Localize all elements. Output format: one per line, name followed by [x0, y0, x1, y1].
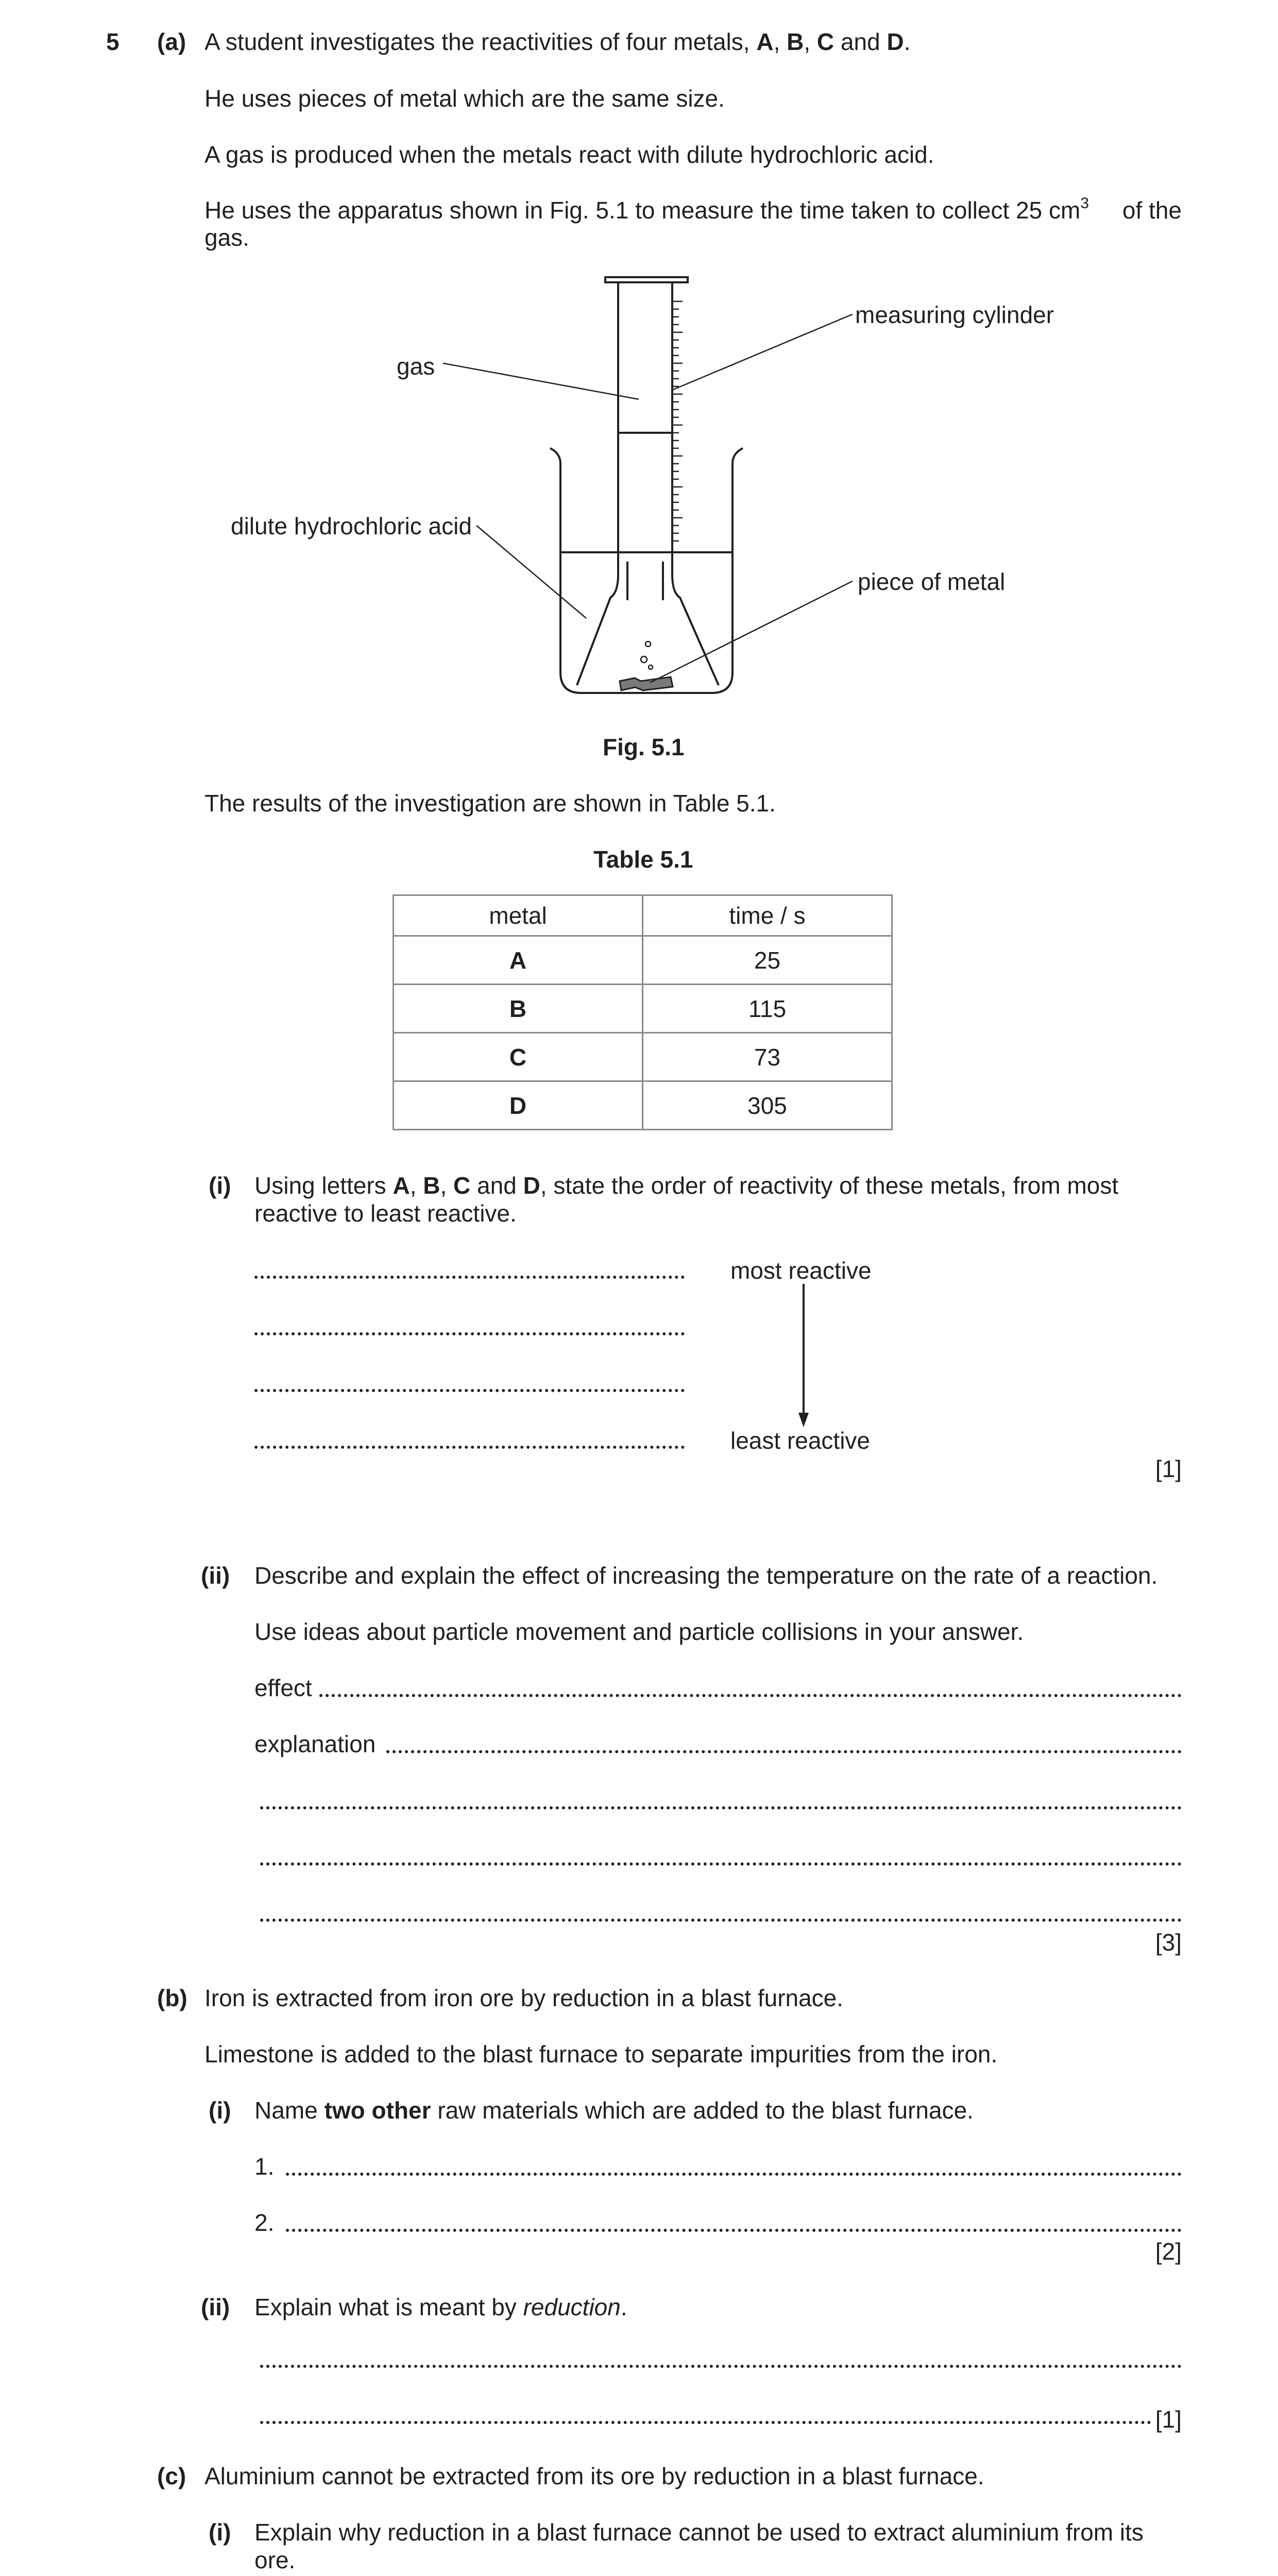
marks-a-ii: [3]	[1155, 1929, 1182, 1956]
cell-time: 25	[643, 936, 892, 985]
answer-line[interactable]	[254, 1446, 685, 1449]
marks-b-ii: [1]	[1155, 2406, 1182, 2433]
table-row	[394, 1081, 892, 1130]
answer-line[interactable]	[254, 1332, 685, 1335]
part-a-ii-text1: Describe and explain the effect of increasing the temperature on the rate of a reaction.	[254, 1562, 1158, 1589]
answer-number-2: 2.	[254, 2209, 275, 2236]
answer-line[interactable]	[286, 2173, 1182, 2176]
table-row	[394, 936, 892, 985]
part-b-line1: Iron is extracted from iron ore by reduction in a blast furnace.	[205, 1985, 844, 2011]
part-b-i-label: (i)	[209, 2097, 231, 2124]
table-caption: Table 5.1	[593, 846, 693, 873]
marks-b-i: [2]	[1155, 2238, 1182, 2265]
answer-line[interactable]	[260, 1806, 1182, 1809]
answer-number-1: 1.	[254, 2153, 275, 2180]
effect-label: effect	[254, 1674, 312, 1701]
table-header-row	[394, 895, 892, 936]
answer-line[interactable]	[254, 1276, 685, 1279]
part-a-line2: He uses pieces of metal which are the same size.	[205, 85, 725, 112]
table-row	[394, 985, 892, 1033]
cell-time: 73	[643, 1033, 892, 1081]
cell-metal: D	[394, 1081, 643, 1130]
results-intro: The results of the investigation are shown in Table 5.1.	[205, 790, 776, 817]
label-dilute-acid: dilute hydrochloric acid	[231, 513, 472, 539]
down-arrow-icon	[793, 1284, 814, 1428]
cell-time: 305	[643, 1081, 892, 1130]
answer-line[interactable]	[260, 1919, 1182, 1922]
answer-line[interactable]	[254, 1389, 685, 1392]
figure-caption: Fig. 5.1	[603, 734, 685, 760]
part-a-intro: A student investigates the reactivities of four metals, A, B, C and D.	[205, 28, 911, 55]
table-row	[394, 1033, 892, 1081]
part-a-ii-text2: Use ideas about particle movement and particle collisions in your answer.	[254, 1618, 1024, 1645]
explanation-label: explanation	[254, 1731, 376, 1757]
apparatus-diagram	[0, 0, 1278, 773]
header-metal: metal	[394, 895, 643, 936]
part-a-i-text1: Using letters A, B, C and D, state the order of reactivity of these metals, from most	[254, 1172, 1119, 1199]
part-c-line1: Aluminium cannot be extracted from its ore by reduction in a blast furnace.	[205, 2463, 984, 2489]
label-piece-of-metal: piece of metal	[858, 568, 1006, 595]
cell-metal: B	[394, 985, 643, 1033]
part-a-label: (a)	[157, 28, 186, 55]
part-a-line3: A gas is produced when the metals react with dilute hydrochloric acid.	[205, 141, 934, 168]
part-b-label: (b)	[157, 1985, 188, 2011]
part-a-line4-end: of the	[1122, 197, 1182, 224]
part-c-i-text2: ore.	[254, 2547, 296, 2573]
label-gas: gas	[397, 353, 435, 380]
question-number: 5	[106, 28, 120, 55]
answer-line[interactable]	[260, 2421, 1151, 2424]
part-a-i-label: (i)	[209, 1172, 231, 1199]
part-c-i-label: (i)	[209, 2519, 231, 2546]
cell-time: 115	[643, 985, 892, 1033]
label-measuring-cylinder: measuring cylinder	[855, 301, 1054, 328]
answer-line[interactable]	[386, 1750, 1182, 1753]
answer-line[interactable]	[260, 1862, 1182, 1866]
answer-line[interactable]	[260, 2365, 1182, 2368]
results-table	[393, 894, 893, 1130]
part-a-i-text2: reactive to least reactive.	[254, 1200, 517, 1227]
cell-metal: C	[394, 1033, 643, 1081]
part-b-ii-label: (ii)	[201, 2294, 230, 2320]
header-time: time / s	[643, 895, 892, 936]
part-b-ii-text: Explain what is meant by reduction.	[254, 2294, 627, 2320]
answer-line[interactable]	[319, 1694, 1182, 1697]
part-b-i-text: Name two other raw materials which are added to the blast furnace.	[254, 2097, 974, 2124]
answer-line[interactable]	[286, 2229, 1182, 2232]
part-c-label: (c)	[157, 2463, 186, 2489]
part-b-line2: Limestone is added to the blast furnace to separate impurities from the iron.	[205, 2041, 998, 2067]
marks-a-i: [1]	[1155, 1455, 1182, 1482]
most-reactive-label: most reactive	[730, 1257, 872, 1284]
part-a-ii-label: (ii)	[201, 1562, 230, 1589]
part-a-line4: He uses the apparatus shown in Fig. 5.1 to measure the time taken to collect 25 $cm^3$	[205, 195, 1089, 224]
part-c-i-text1: Explain why reduction in a blast furnace cannot be used to extract aluminium from its	[254, 2519, 1144, 2546]
part-a-line4-cont: gas.	[205, 224, 249, 251]
cell-metal: A	[394, 936, 643, 985]
least-reactive-label: least reactive	[730, 1427, 871, 1454]
